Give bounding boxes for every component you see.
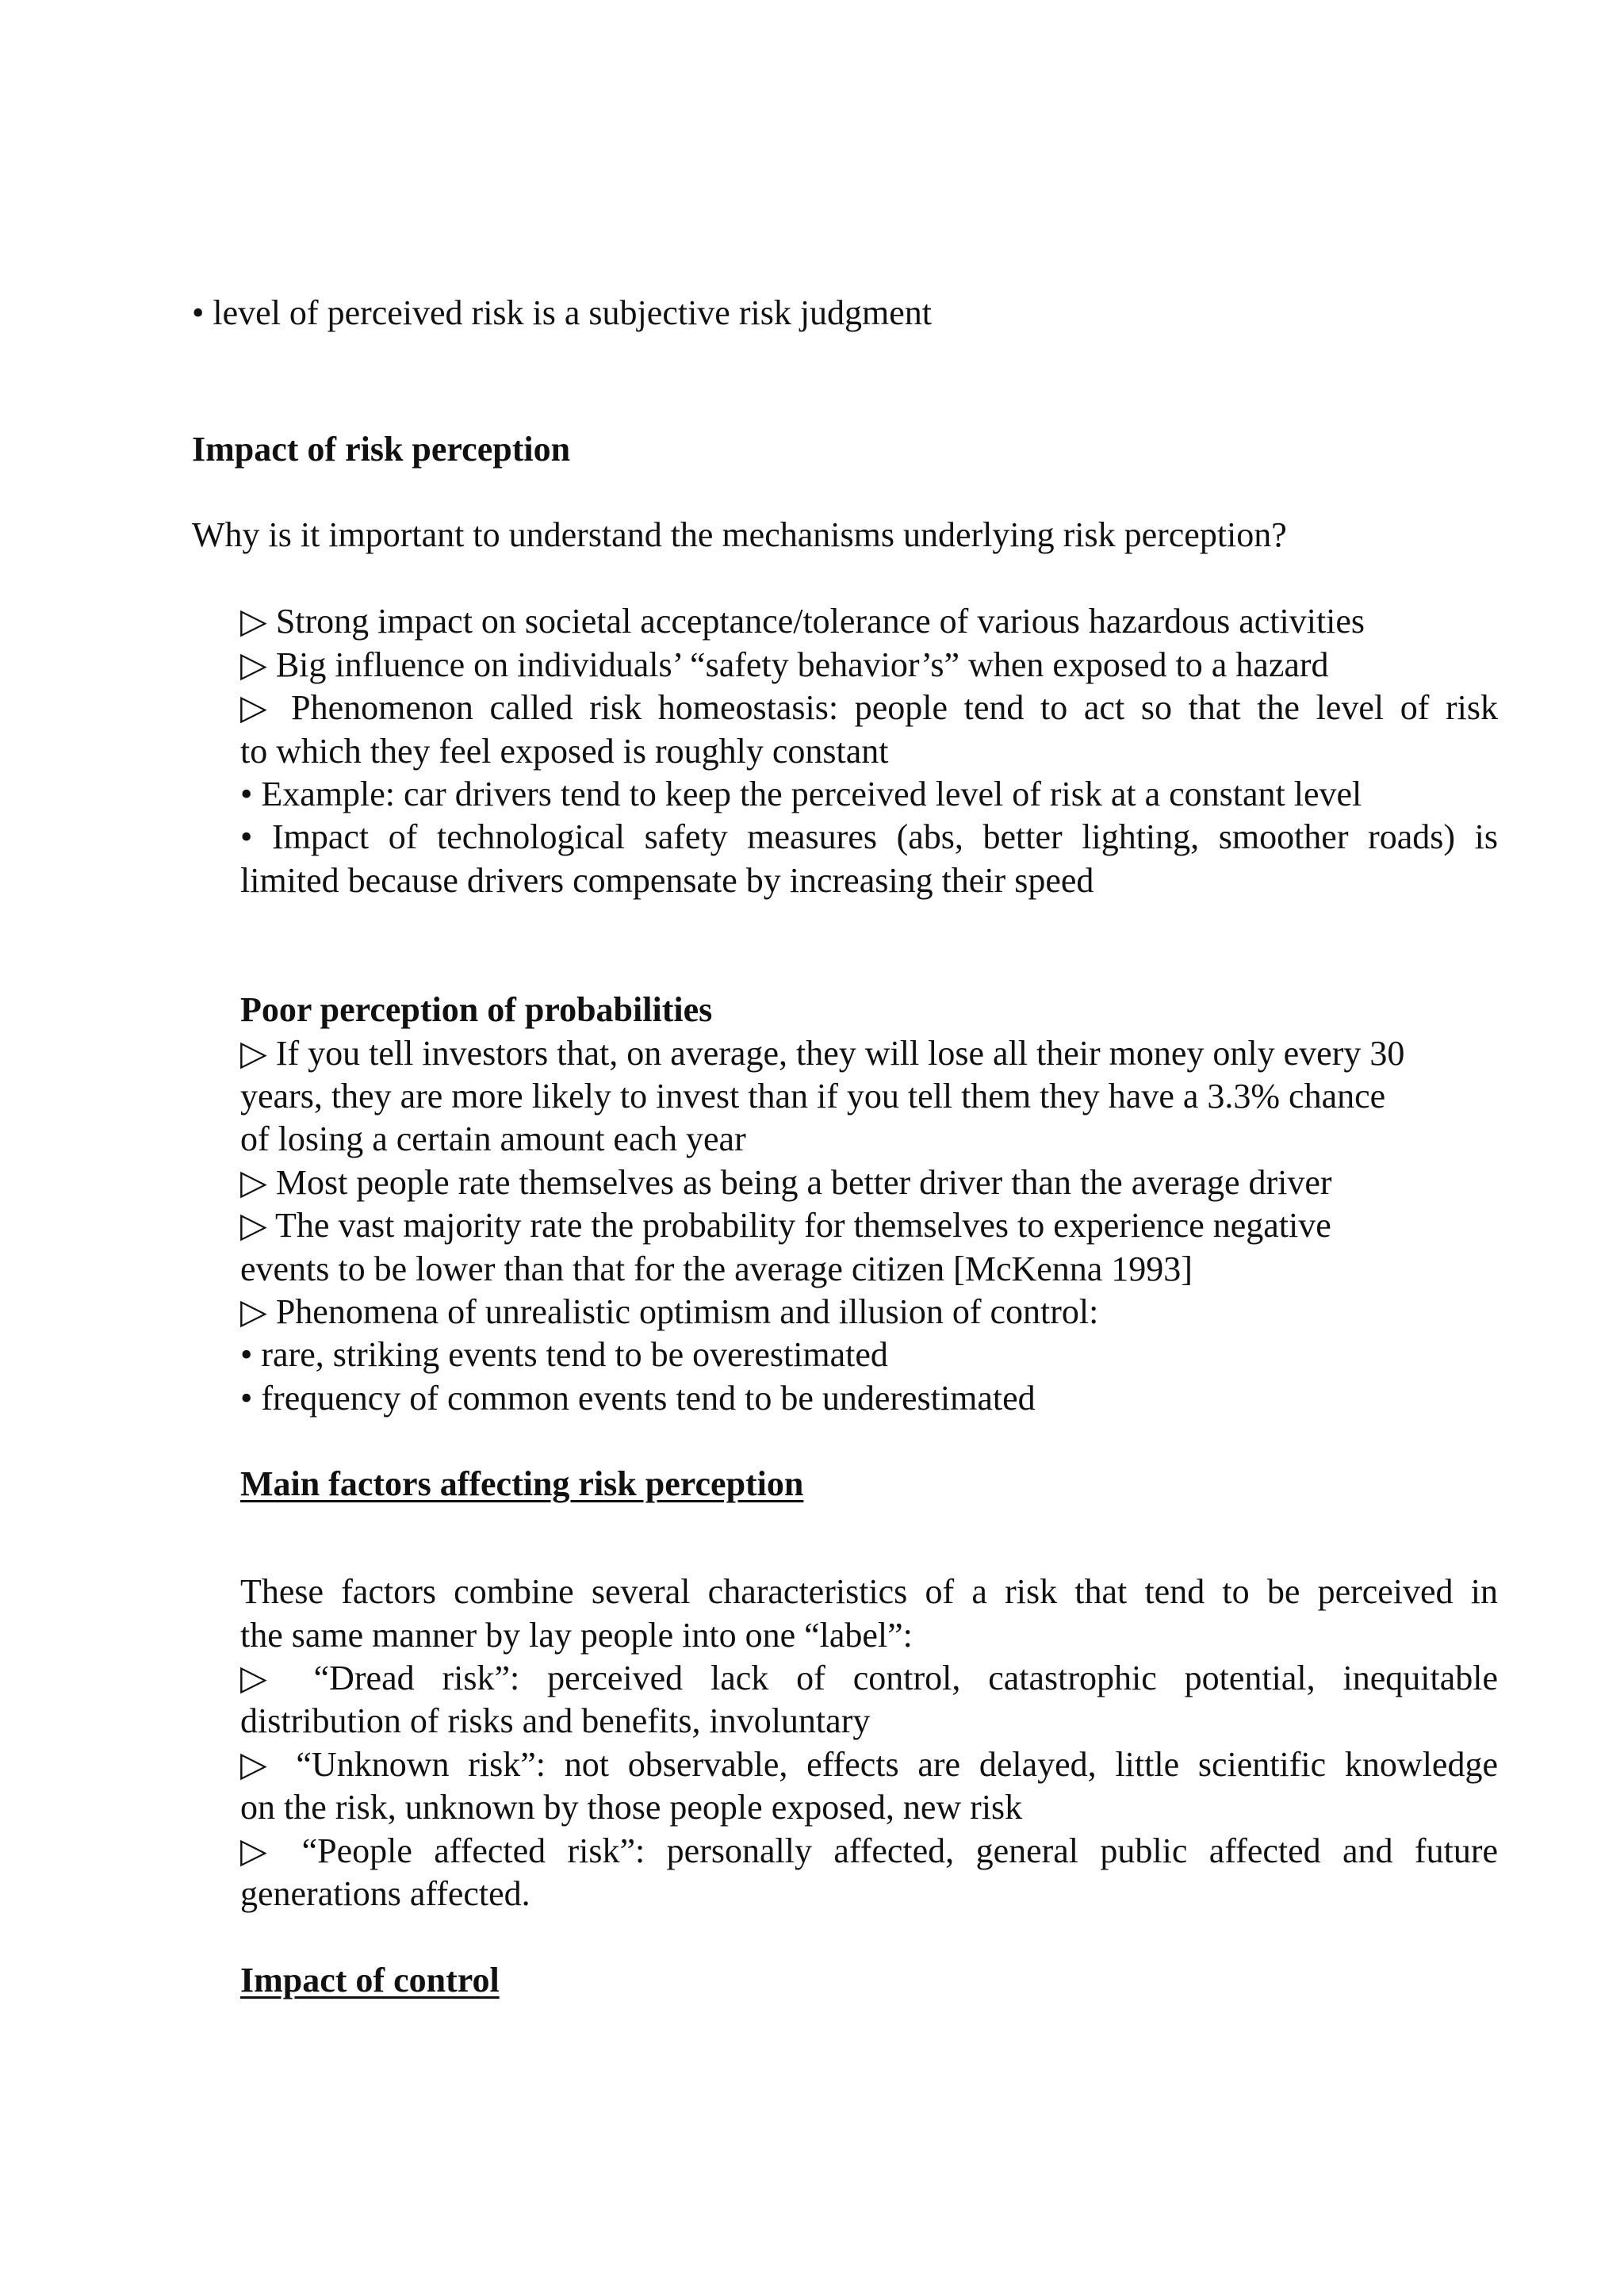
intro-bullet: • level of perceived risk is a subjective risk judgment	[192, 293, 933, 332]
impact-item: ▷ Phenomenon called risk homeostasis: people tend to act so that the level of risk	[240, 688, 1498, 727]
impact-item: • Impact of technological safety measures (abs, better lighting, smoother roads) is	[240, 817, 1498, 856]
factors-line: ▷ “People affected risk”: personally affected, general public affected and future	[240, 1831, 1498, 1870]
factors-heading: Main factors affecting risk perception	[240, 1464, 804, 1503]
impact-item: ▷ Big influence on individuals’ “safety behavior’s” when exposed to a hazard	[240, 645, 1329, 684]
factors-line: the same manner by lay people into one “label”:	[240, 1616, 913, 1655]
probabilities-line: ▷ The vast majority rate the probability for themselves to experience negative	[240, 1206, 1331, 1245]
factors-line: on the risk, unknown by those people exposed, new risk	[240, 1788, 1023, 1827]
probabilities-line: events to be lower than that for the average citizen [McKenna 1993]	[240, 1249, 1193, 1288]
impact-heading: Impact of risk perception	[192, 430, 571, 469]
probabilities-line: of losing a certain amount each year	[240, 1119, 746, 1158]
impact-question: Why is it important to understand the mechanisms underlying risk perception?	[192, 515, 1287, 554]
impact-item: limited because drivers compensate by increasing their speed	[240, 861, 1094, 900]
probabilities-line: years, they are more likely to invest than if you tell them they have a 3.3% chance	[240, 1077, 1386, 1115]
probabilities-line: ▷ If you tell investors that, on average, they will lose all their money only every 30	[240, 1034, 1405, 1073]
probabilities-heading: Poor perception of probabilities	[240, 990, 713, 1029]
probabilities-line: ▷ Phenomena of unrealistic optimism and illusion of control:	[240, 1292, 1099, 1331]
factors-line: distribution of risks and benefits, involuntary	[240, 1701, 871, 1740]
impact-item: ▷ Strong impact on societal acceptance/tolerance of various hazardous activities	[240, 602, 1365, 641]
control-heading: Impact of control	[240, 1961, 500, 1999]
probabilities-line: • rare, striking events tend to be overestimated	[240, 1335, 888, 1374]
probabilities-line: • frequency of common events tend to be underestimated	[240, 1379, 1036, 1418]
factors-line: ▷ “Unknown risk”: not observable, effects are delayed, little scientific knowledge	[240, 1745, 1498, 1784]
probabilities-line: ▷ Most people rate themselves as being a better driver than the average driver	[240, 1163, 1332, 1202]
impact-item: • Example: car drivers tend to keep the perceived level of risk at a constant level	[240, 775, 1362, 813]
impact-item: to which they feel exposed is roughly constant	[240, 732, 889, 771]
factors-line: generations affected.	[240, 1874, 530, 1913]
factors-line: ▷ “Dread risk”: perceived lack of control, catastrophic potential, inequitable	[240, 1659, 1498, 1697]
factors-line: These factors combine several characteristics of a risk that tend to be perceived in	[240, 1572, 1498, 1611]
